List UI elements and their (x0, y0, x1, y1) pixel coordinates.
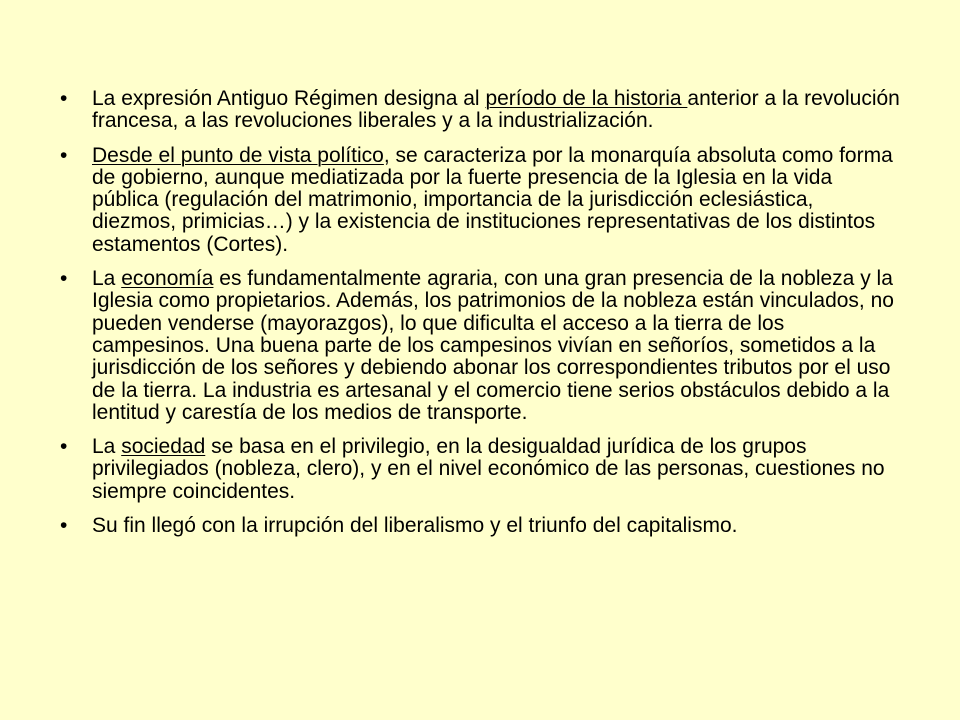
bullet-item-economy (60, 268, 900, 424)
bullet-text: La (92, 267, 122, 291)
bullet-list (60, 88, 900, 537)
bullet-text: anterior a la revolución francesa, a las revoluciones liberales y a la industrialización. (92, 87, 900, 133)
bullet-text: es fundamentalmente agraria, con una gran presencia de la nobleza y la Iglesia como propietarios. Además, los patrimonios de la nobleza están vinculados, no pueden venderse (mayorazgos), lo que dificulta el acceso a la tierra de los campesinos. Una buena parte de los campesinos vivían en señoríos, sometidos a la jurisdicción de los señores y debiendo abonar los correspondientes tributos por el uso de la tierra. La industria es artesanal y el comercio tiene serios obstáculos debido a la lentitud y carestía de los medios de transporte. (92, 267, 894, 424)
bullet-item-end (60, 515, 900, 537)
bullet-item-society (60, 436, 900, 503)
underlined-term: período de la historia (485, 87, 688, 110)
bullet-icon: • (60, 435, 68, 459)
bullet-icon: • (60, 514, 68, 538)
bullet-text: Su fin llegó con la irrupción del liberalismo y el triunfo del capitalismo. (92, 514, 738, 538)
bullet-item-definition (60, 88, 900, 133)
bullet-icon: • (60, 267, 68, 291)
underlined-term: sociedad (121, 435, 206, 459)
bullet-icon: • (60, 143, 68, 167)
bullet-item-politics (60, 145, 900, 256)
bullet-text: , se caracteriza por la monarquía absoluta como forma de gobierno, aunque mediatizada por la fuerte presencia de la Iglesia en la vida pública (regulación del matrimonio, importancia de la jurisdicción eclesiástica, diezmos, primicias…) y la existencia de instituciones representativas de los distintos estamentos (Cortes). (92, 143, 893, 256)
underlined-term: Desde el punto de vista político (92, 143, 384, 167)
underlined-term: economía (121, 267, 214, 291)
bullet-text: se basa en el privilegio, en la desigualdad jurídica de los grupos privilegiados (nobleza, clero), y en el nivel económico de las personas, cuestiones no siempre coincidentes. (92, 435, 885, 503)
bullet-icon: • (60, 87, 68, 110)
bullet-text: La expresión Antiguo Régimen designa al (92, 87, 486, 110)
bullet-text: La (92, 435, 122, 459)
